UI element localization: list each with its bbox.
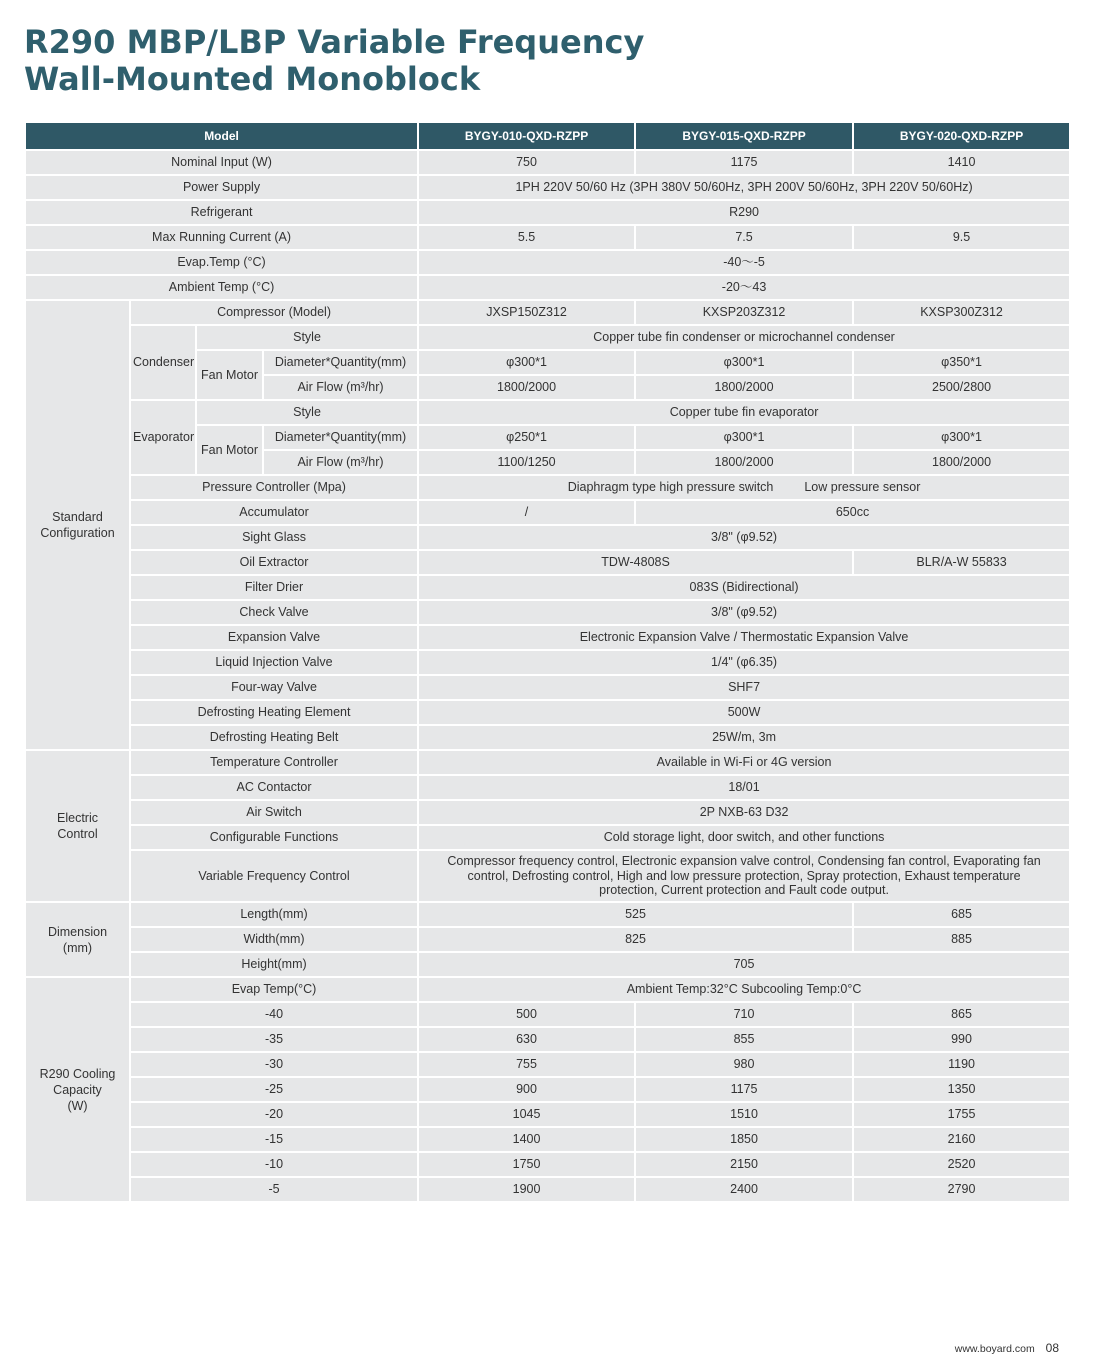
table-row	[25, 1052, 1070, 1077]
cell-value: 9.5	[853, 225, 1070, 250]
row-label: Variable Frequency Control	[130, 850, 418, 902]
table-row	[25, 1077, 1070, 1102]
row-label: Pressure Controller (Mpa)	[130, 475, 418, 500]
section-label-line: R290 Cooling	[39, 1066, 116, 1081]
table-row	[25, 200, 1070, 225]
row-label: Refrigerant	[25, 200, 418, 225]
row-label: Defrosting Heating Element	[130, 700, 418, 725]
cell-value: 1175	[635, 150, 853, 175]
cell-value: -40～-5	[418, 250, 1070, 275]
table-row	[25, 927, 1070, 952]
cell-value: -20～43	[418, 275, 1070, 300]
row-label: Nominal Input (W)	[25, 150, 418, 175]
row-label: -30	[130, 1052, 418, 1077]
cell-value: 825	[418, 927, 853, 952]
cell-value: 865	[853, 1002, 1070, 1027]
row-label: -25	[130, 1077, 418, 1102]
section-label-line: Capacity	[53, 1082, 102, 1097]
row-label: -15	[130, 1127, 418, 1152]
cell-value: 500W	[418, 700, 1070, 725]
row-label: Temperature Controller	[130, 750, 418, 775]
table-row	[25, 750, 1070, 775]
spec-table	[24, 121, 1071, 1203]
cell-value: 1175	[635, 1077, 853, 1102]
cell-value: 18/01	[418, 775, 1070, 800]
cell-value: KXSP300Z312	[853, 300, 1070, 325]
table-row	[25, 675, 1070, 700]
pressure-sensor-text: Low pressure sensor	[804, 480, 921, 494]
page-footer	[955, 1341, 1059, 1355]
table-row	[25, 700, 1070, 725]
cell-value: KXSP203Z312	[635, 300, 853, 325]
cell-value: 1800/2000	[853, 450, 1070, 475]
cell-value: 1755	[853, 1102, 1070, 1127]
cell-value: 2520	[853, 1152, 1070, 1177]
row-label: Check Valve	[130, 600, 418, 625]
table-row	[25, 977, 1070, 1002]
page-number: 08	[1045, 1341, 1059, 1355]
row-label: -5	[130, 1177, 418, 1202]
cell-value: 1900	[418, 1177, 635, 1202]
cell-value: Ambient Temp:32°C Subcooling Temp:0°C	[418, 977, 1070, 1002]
row-label: Style	[196, 400, 418, 425]
cell-value: 1750	[418, 1152, 635, 1177]
row-label: Ambient Temp (°C)	[25, 275, 418, 300]
table-row	[25, 775, 1070, 800]
cell-value: 1400	[418, 1127, 635, 1152]
row-label: Evap.Temp (°C)	[25, 250, 418, 275]
section-label-standard	[25, 300, 130, 750]
cell-value: SHF7	[418, 675, 1070, 700]
cell-value: R290	[418, 200, 1070, 225]
cell-value: φ300*1	[635, 425, 853, 450]
cell-value: 2400	[635, 1177, 853, 1202]
cell-value: 755	[418, 1052, 635, 1077]
cell-value: 2160	[853, 1127, 1070, 1152]
row-label: Sight Glass	[130, 525, 418, 550]
section-label-dimension	[25, 902, 130, 977]
row-label: Air Flow (m³/hr)	[263, 375, 418, 400]
row-label: Air Flow (m³/hr)	[263, 450, 418, 475]
table-row	[25, 525, 1070, 550]
fan-motor-label: Fan Motor	[196, 425, 263, 475]
row-label: Air Switch	[130, 800, 418, 825]
row-label: Liquid Injection Valve	[130, 650, 418, 675]
evaporator-label: Evaporator	[130, 400, 196, 475]
table-row	[25, 325, 1070, 350]
table-row	[25, 825, 1070, 850]
cell-value: 630	[418, 1027, 635, 1052]
row-label: Configurable Functions	[130, 825, 418, 850]
row-label: Length(mm)	[130, 902, 418, 927]
cell-value: φ300*1	[635, 350, 853, 375]
table-row	[25, 225, 1070, 250]
section-label-cooling	[25, 977, 130, 1202]
table-row	[25, 275, 1070, 300]
cell-value: /	[418, 500, 635, 525]
page-title-line-1: R290 MBP/LBP Variable Frequency	[24, 23, 645, 61]
fan-motor-label: Fan Motor	[196, 350, 263, 400]
section-label-line: Standard	[52, 510, 103, 524]
cell-value: φ250*1	[418, 425, 635, 450]
cell-value: 650cc	[635, 500, 1070, 525]
cell-value: 685	[853, 902, 1070, 927]
page-title-line-2: Wall-Mounted Monoblock	[24, 60, 481, 98]
cell-value: φ300*1	[853, 425, 1070, 450]
cell-value: Available in Wi-Fi or 4G version	[418, 750, 1070, 775]
table-row	[25, 952, 1070, 977]
page-title	[24, 24, 644, 98]
cell-value: 885	[853, 927, 1070, 952]
cell-value: 1100/1250	[418, 450, 635, 475]
table-row	[25, 1127, 1070, 1152]
row-label: Filter Drier	[130, 575, 418, 600]
model-1-header: BYGY-010-QXD-RZPP	[418, 122, 635, 150]
cell-value: Copper tube fin evaporator	[418, 400, 1070, 425]
table-row	[25, 1027, 1070, 1052]
row-label: Power Supply	[25, 175, 418, 200]
section-label-line: Electric	[57, 811, 98, 825]
cell-value: 1850	[635, 1127, 853, 1152]
cell-value: 5.5	[418, 225, 635, 250]
cell-value: 900	[418, 1077, 635, 1102]
table-row	[25, 650, 1070, 675]
row-label: -10	[130, 1152, 418, 1177]
section-label-line: Control	[57, 827, 98, 841]
table-row	[25, 550, 1070, 575]
table-row	[25, 475, 1070, 500]
cell-value: TDW-4808S	[418, 550, 853, 575]
cell-value	[418, 475, 1070, 500]
row-label: Expansion Valve	[130, 625, 418, 650]
table-row	[25, 800, 1070, 825]
cell-value: Copper tube fin condenser or microchannel condenser	[418, 325, 1070, 350]
row-label: Oil Extractor	[130, 550, 418, 575]
table-row	[25, 250, 1070, 275]
table-row	[25, 600, 1070, 625]
row-label: Height(mm)	[130, 952, 418, 977]
table-row	[25, 400, 1070, 425]
row-label: Diameter*Quantity(mm)	[263, 425, 418, 450]
row-label: Style	[196, 325, 418, 350]
cell-value: JXSP150Z312	[418, 300, 635, 325]
table-row	[25, 725, 1070, 750]
row-label: AC Contactor	[130, 775, 418, 800]
cell-value: 2790	[853, 1177, 1070, 1202]
cell-value: 500	[418, 1002, 635, 1027]
cell-value: 1350	[853, 1077, 1070, 1102]
section-label-line: (W)	[67, 1098, 88, 1113]
section-label-electric	[25, 750, 130, 902]
table-row	[25, 902, 1070, 927]
condenser-label: Condenser	[130, 325, 196, 400]
row-label: Max Running Current (A)	[25, 225, 418, 250]
cell-value: 2500/2800	[853, 375, 1070, 400]
cell-value: Electronic Expansion Valve / Thermostatic Expansion Valve	[418, 625, 1070, 650]
row-label: -20	[130, 1102, 418, 1127]
table-row	[25, 1177, 1070, 1202]
cell-value: 1800/2000	[418, 375, 635, 400]
cell-value: 1410	[853, 150, 1070, 175]
cell-value: φ300*1	[418, 350, 635, 375]
cell-value: 1/4" (φ6.35)	[418, 650, 1070, 675]
row-label: Defrosting Heating Belt	[130, 725, 418, 750]
cell-value: Compressor frequency control, Electronic expansion valve control, Condensing fan control, Evaporating fan control, Defrosting control, High and low pressure protection, Spray protection, Exhaust temperature protection, Current protection and Fault code output.	[418, 850, 1070, 902]
cell-value: 1510	[635, 1102, 853, 1127]
cell-value: 1190	[853, 1052, 1070, 1077]
row-label: Diameter*Quantity(mm)	[263, 350, 418, 375]
cell-value: 25W/m, 3m	[418, 725, 1070, 750]
cell-value: 705	[418, 952, 1070, 977]
cell-value: 710	[635, 1002, 853, 1027]
model-header: Model	[25, 122, 418, 150]
cell-value: 3/8" (φ9.52)	[418, 525, 1070, 550]
pressure-switch-text: Diaphragm type high pressure switch	[567, 480, 774, 494]
model-2-header: BYGY-015-QXD-RZPP	[635, 122, 853, 150]
cell-value: 1045	[418, 1102, 635, 1127]
cell-value: 3/8" (φ9.52)	[418, 600, 1070, 625]
row-label: -35	[130, 1027, 418, 1052]
table-row	[25, 625, 1070, 650]
cell-value: φ350*1	[853, 350, 1070, 375]
row-label: Width(mm)	[130, 927, 418, 952]
cell-value: 750	[418, 150, 635, 175]
cell-value: 2P NXB-63 D32	[418, 800, 1070, 825]
section-label-line: Dimension	[47, 924, 108, 939]
cell-value: 525	[418, 902, 853, 927]
model-3-header: BYGY-020-QXD-RZPP	[853, 122, 1070, 150]
row-label: Four-way Valve	[130, 675, 418, 700]
table-row	[25, 850, 1070, 902]
cell-value: 990	[853, 1027, 1070, 1052]
section-label-line: (mm)	[62, 940, 93, 955]
row-label: Accumulator	[130, 500, 418, 525]
header-row	[25, 122, 1070, 150]
table-row	[25, 575, 1070, 600]
table-row	[25, 1002, 1070, 1027]
table-row	[25, 175, 1070, 200]
table-row	[25, 500, 1070, 525]
cell-value: 7.5	[635, 225, 853, 250]
table-row	[25, 1152, 1070, 1177]
cell-value: 1800/2000	[635, 450, 853, 475]
section-label-line: Configuration	[40, 526, 115, 540]
cell-value: 1800/2000	[635, 375, 853, 400]
cell-value: 980	[635, 1052, 853, 1077]
cell-value: 2150	[635, 1152, 853, 1177]
cell-value: Cold storage light, door switch, and other functions	[418, 825, 1070, 850]
cell-value: BLR/A-W 55833	[853, 550, 1070, 575]
row-label: -40	[130, 1002, 418, 1027]
cell-value: 855	[635, 1027, 853, 1052]
row-label: Evap Temp(°C)	[130, 977, 418, 1002]
cell-value: 083S (Bidirectional)	[418, 575, 1070, 600]
footer-website: www.boyard.com	[954, 1343, 1035, 1355]
table-row	[25, 300, 1070, 325]
row-label: Compressor (Model)	[130, 300, 418, 325]
cell-value: 1PH 220V 50/60 Hz (3PH 380V 50/60Hz, 3PH 200V 50/60Hz, 3PH 220V 50/60Hz)	[418, 175, 1070, 200]
table-row	[25, 150, 1070, 175]
table-row	[25, 1102, 1070, 1127]
